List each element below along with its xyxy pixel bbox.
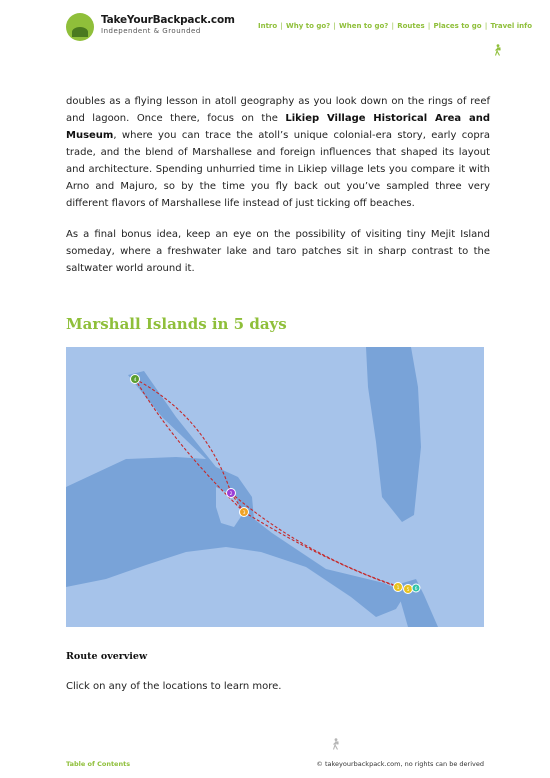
brand-name[interactable]: TakeYourBackpack.com [101, 14, 235, 26]
map-hint-text: Click on any of the locations to learn more. [66, 681, 282, 692]
marker-label: 6 [414, 587, 418, 592]
top-navigation [258, 22, 532, 30]
nav-item-when-to-go[interactable]: When to go? [339, 22, 389, 30]
paragraph-text: doubles as a flying lesson in atoll geography as you look down on the rings of reef and lagoon. Once there, focus on the [66, 96, 490, 124]
nav-separator: | [482, 22, 490, 30]
marker-1[interactable] [394, 583, 403, 592]
nav-item-intro[interactable]: Intro [258, 22, 278, 30]
paragraph-mejit: As a final bonus idea, keep an eye on the possibility of visiting tiny Mejit Island someday, where a freshwater lake and taro patches sit in sharp contrast to the saltwater world around it. [66, 229, 490, 274]
nav-separator: | [425, 22, 433, 30]
nav-separator: | [331, 22, 339, 30]
atoll-shape [66, 371, 406, 617]
nav-separator: | [278, 22, 286, 30]
marker-6[interactable] [412, 584, 420, 592]
hiker-icon [493, 44, 503, 56]
route-overview-heading: Route overview [66, 651, 148, 662]
paragraph-text: , where you can trace the atoll’s unique colonial-era story, early copra trade, and the blend of Marshallese and foreign influences that shaped its layout and architecture. Spending unhurried time in Likiep village lets you compare it with Arno and Majuro, so by the time you fly back out you’ve sampled three very different flavors of Marshallese life instead of just ticking off beaches. [66, 130, 490, 209]
brand-tagline: Independent & Grounded [101, 27, 201, 35]
page-header [0, 0, 550, 60]
hiker-icon [331, 738, 341, 750]
reef-island-east [366, 347, 421, 522]
marker-4[interactable] [131, 375, 140, 384]
marker-2[interactable] [227, 489, 236, 498]
marker-label: 3 [242, 511, 246, 516]
logo-icon[interactable] [66, 13, 94, 41]
marker-5[interactable] [404, 585, 413, 594]
nav-item-places-to-go[interactable]: Places to go [433, 22, 482, 30]
marker-label: 5 [406, 588, 410, 593]
marker-label: 4 [133, 378, 137, 383]
nav-separator: | [389, 22, 397, 30]
nav-item-travel-info[interactable]: Travel info [490, 22, 533, 30]
bold-link-likiep-village: Likiep Village Historical Area and Museum [66, 113, 491, 141]
marker-3[interactable] [240, 508, 249, 517]
nav-item-routes[interactable]: Routes [397, 22, 425, 30]
table-of-contents-link[interactable]: Table of Contents [66, 760, 131, 768]
route-map[interactable] [66, 347, 484, 627]
nav-item-why-to-go[interactable]: Why to go? [286, 22, 331, 30]
section-title: Marshall Islands in 5 days [66, 315, 287, 333]
marker-label: 1 [396, 586, 400, 591]
copyright-text: © takeyourbackpack.com, no rights can be derived [316, 760, 484, 768]
paragraph-likiep [66, 93, 490, 212]
map-canvas[interactable] [66, 347, 484, 627]
marker-label: 2 [229, 492, 233, 497]
